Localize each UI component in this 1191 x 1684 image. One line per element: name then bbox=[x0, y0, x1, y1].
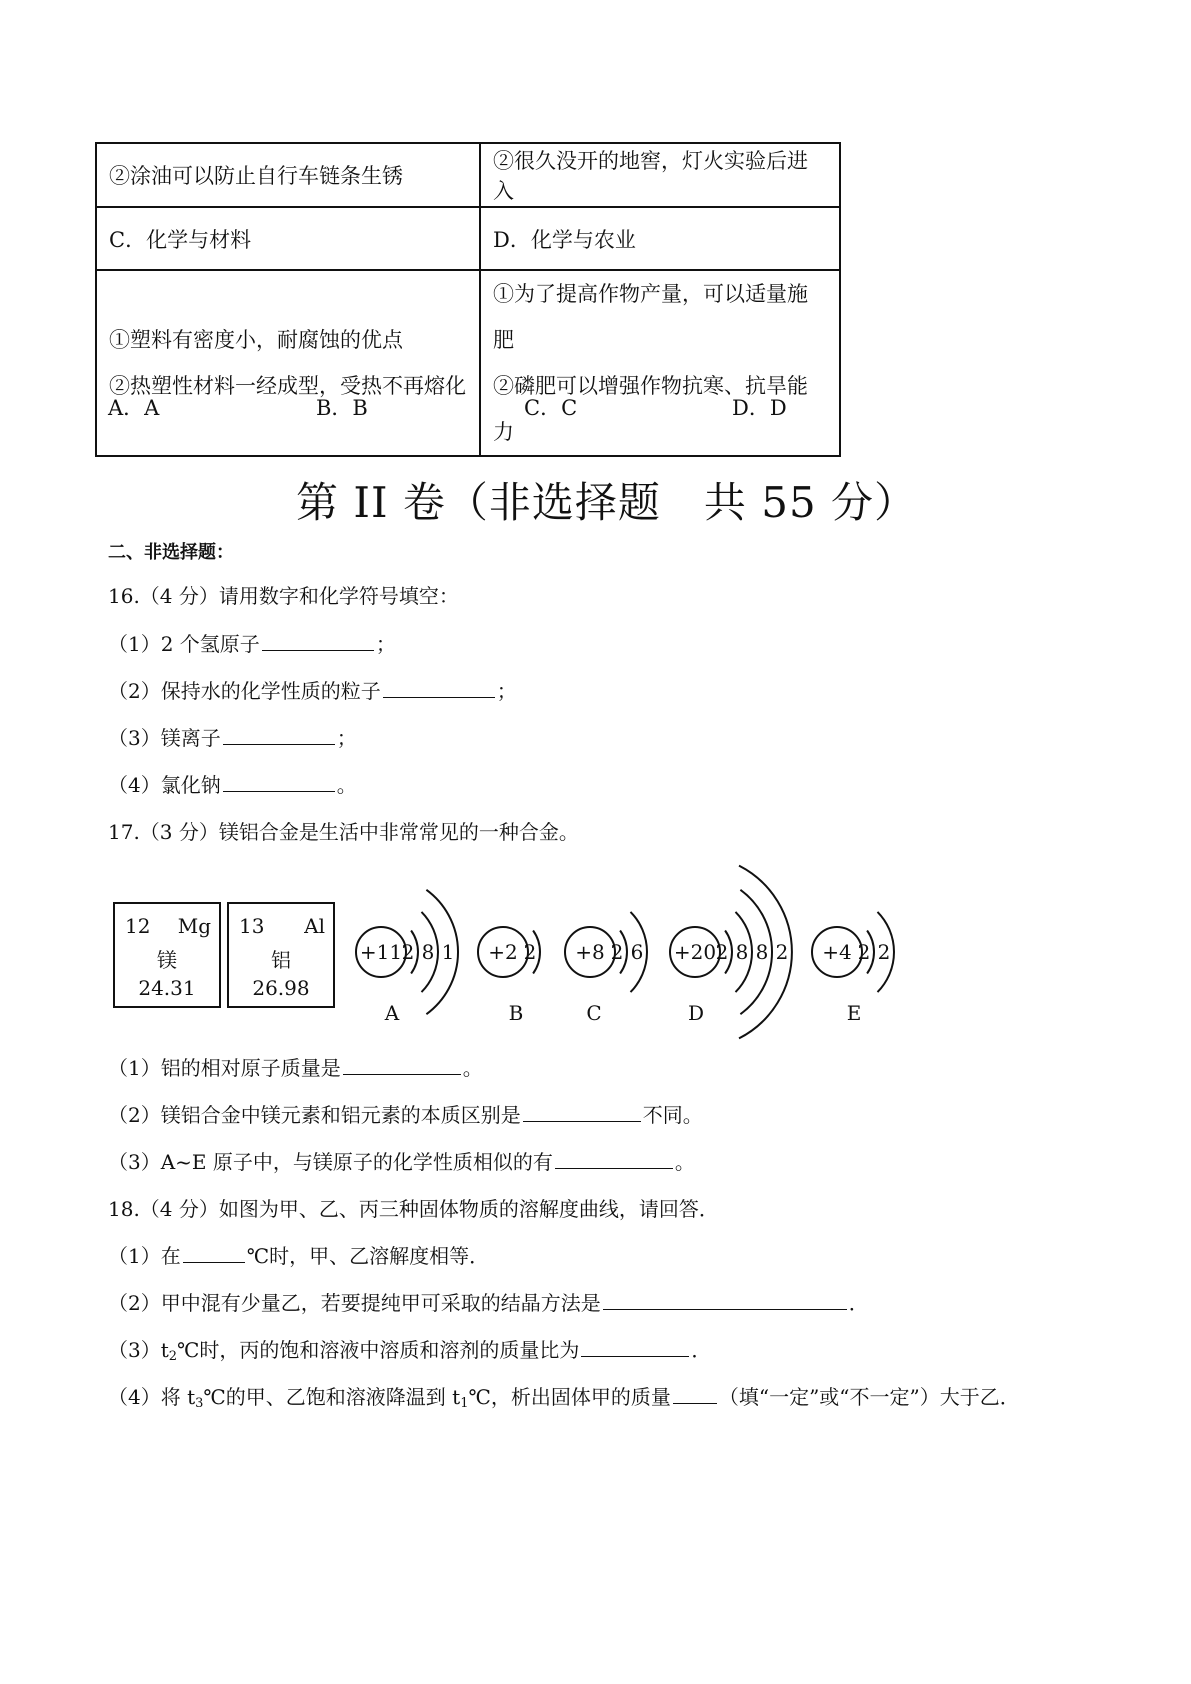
shell-electron-count: 2 bbox=[877, 940, 891, 964]
element-card-al bbox=[227, 902, 335, 1008]
cell-line: ①为了提高作物产量，可以适量施肥 bbox=[493, 282, 808, 352]
answer-blank[interactable] bbox=[183, 1261, 245, 1263]
q16-item-3 bbox=[108, 722, 357, 751]
atom-label: B bbox=[508, 1001, 524, 1025]
atom-label: E bbox=[846, 1001, 862, 1025]
q17-punct: 不同。 bbox=[642, 1103, 703, 1127]
element-symbol: Al bbox=[304, 914, 325, 938]
nucleus-charge: +11 bbox=[359, 940, 403, 964]
q18-text: （3）t bbox=[108, 1338, 169, 1362]
part-title: 第 II 卷（非选择题 共 55 分） bbox=[296, 478, 918, 527]
cell-line: ②磷肥可以增强作物抗寒、抗旱能力 bbox=[493, 374, 808, 444]
nucleus-charge: +8 bbox=[575, 940, 605, 964]
table-cell bbox=[480, 270, 840, 456]
atomic-mass: 24.31 bbox=[138, 976, 196, 1000]
q17-sub-3 bbox=[108, 1146, 695, 1175]
q18-sub-2 bbox=[108, 1287, 869, 1316]
atom-label: C bbox=[586, 1001, 602, 1025]
subscript: 2 bbox=[168, 1349, 178, 1364]
q18-text: ℃时，甲、乙溶解度相等． bbox=[246, 1244, 490, 1268]
nucleus-charge: +2 bbox=[488, 940, 518, 964]
subscript: 1 bbox=[460, 1396, 469, 1411]
choice-a[interactable]: A．A bbox=[108, 396, 160, 420]
q16-punct: ； bbox=[496, 679, 517, 703]
q16-text: （1）2 个氢原子 bbox=[108, 632, 260, 656]
subscript: 3 bbox=[195, 1396, 204, 1411]
q16-punct: ； bbox=[336, 726, 357, 750]
q18-text: ℃时，丙的饱和溶液中溶质和溶剂的质量比为 bbox=[177, 1338, 580, 1362]
nucleus-charge: +20 bbox=[673, 940, 717, 964]
q17-punct: 。 bbox=[674, 1150, 695, 1174]
answer-blank[interactable] bbox=[581, 1355, 689, 1357]
shell-electron-count: 2 bbox=[775, 940, 789, 964]
shell-electron-count: 2 bbox=[857, 940, 871, 964]
q17-sub-2 bbox=[108, 1099, 703, 1128]
atomic-number: 12 bbox=[125, 914, 151, 938]
element-name: 镁 bbox=[157, 948, 177, 972]
atom-structure-diagrams bbox=[330, 850, 930, 1040]
cell-line: ②热塑性材料一经成型，受热不再熔化 bbox=[109, 374, 466, 398]
table-cell: ②很久没开的地窖，灯火实验后进入 bbox=[480, 143, 840, 207]
table-cell: C．化学与材料 bbox=[96, 207, 480, 270]
q18-text: （2）甲中混有少量乙，若要提纯甲可采取的结晶方法是 bbox=[108, 1291, 601, 1315]
answer-blank[interactable] bbox=[343, 1073, 461, 1075]
shell-electron-count: 2 bbox=[610, 940, 624, 964]
answer-blank[interactable] bbox=[223, 790, 335, 792]
q17-text: （2）镁铝合金中镁元素和铝元素的本质区别是 bbox=[108, 1103, 521, 1127]
q17-sub-1 bbox=[108, 1052, 483, 1081]
shell-electron-count: 2 bbox=[715, 940, 729, 964]
q16-stem: 16.（4 分）请用数字和化学符号填空： bbox=[108, 584, 459, 608]
answer-blank[interactable] bbox=[555, 1167, 673, 1169]
table-cell: ②涂油可以防止自行车链条生锈 bbox=[96, 143, 480, 207]
q16-item-1 bbox=[108, 628, 396, 657]
q16-punct: 。 bbox=[336, 773, 357, 797]
choice-d[interactable]: D．D bbox=[732, 396, 787, 420]
section-heading: 二、非选择题： bbox=[108, 542, 234, 563]
table-cell bbox=[96, 270, 480, 456]
cell-line: ①塑料有密度小，耐腐蚀的优点 bbox=[109, 328, 403, 352]
q18-text: ℃的甲、乙饱和溶液降温到 t bbox=[203, 1385, 461, 1409]
atomic-number: 13 bbox=[239, 914, 265, 938]
shell-electron-count: 8 bbox=[735, 940, 749, 964]
element-name: 铝 bbox=[271, 948, 291, 972]
q17-text: （3）A~E 原子中，与镁原子的化学性质相似的有 bbox=[108, 1150, 553, 1174]
q17-text: （1）铝的相对原子质量是 bbox=[108, 1056, 341, 1080]
q16-item-4 bbox=[108, 769, 357, 798]
choice-b[interactable]: B．B bbox=[316, 396, 368, 420]
nucleus-charge: +4 bbox=[822, 940, 852, 964]
shell-electron-count: 6 bbox=[630, 940, 644, 964]
element-card-mg bbox=[113, 902, 221, 1008]
element-symbol: Mg bbox=[177, 914, 211, 938]
q18-stem: 18.（4 分）如图为甲、乙、丙三种固体物质的溶解度曲线，请回答． bbox=[108, 1197, 719, 1221]
answer-blank[interactable] bbox=[603, 1308, 847, 1310]
answer-blank[interactable] bbox=[523, 1120, 641, 1122]
q17-punct: 。 bbox=[462, 1056, 483, 1080]
q18-sub-1 bbox=[108, 1240, 489, 1269]
q17-stem: 17.（3 分）镁铝合金是生活中非常常见的一种合金。 bbox=[108, 820, 579, 844]
shell-electron-count: 2 bbox=[523, 940, 537, 964]
q18-punct: ． bbox=[848, 1291, 869, 1315]
answer-blank[interactable] bbox=[383, 696, 495, 698]
q18-text: （4）将 t bbox=[108, 1385, 196, 1409]
atom-label: D bbox=[687, 1001, 705, 1025]
q18-punct: ． bbox=[691, 1338, 712, 1362]
options-table bbox=[95, 142, 841, 457]
answer-blank[interactable] bbox=[223, 743, 335, 745]
q18-text: （1）在 bbox=[108, 1244, 181, 1268]
shell-electron-count: 2 bbox=[401, 940, 415, 964]
q18-text: （填“一定”或“不一定”）大于乙． bbox=[718, 1385, 1020, 1409]
q18-sub-3 bbox=[108, 1334, 711, 1364]
q16-text: （3）镁离子 bbox=[108, 726, 221, 750]
table-cell: D．化学与农业 bbox=[480, 207, 840, 270]
choice-c[interactable]: C．C bbox=[524, 396, 578, 420]
atom-label: A bbox=[384, 1001, 400, 1025]
q18-text: ℃，析出固体甲的质量 bbox=[468, 1385, 671, 1409]
q16-item-2 bbox=[108, 675, 517, 704]
atomic-mass: 26.98 bbox=[252, 976, 310, 1000]
q16-text: （4）氯化钠 bbox=[108, 773, 221, 797]
q18-sub-4 bbox=[108, 1381, 1020, 1411]
q16-punct: ； bbox=[375, 632, 396, 656]
answer-blank[interactable] bbox=[673, 1402, 717, 1404]
shell-electron-count: 1 bbox=[441, 940, 455, 964]
q16-text: （2）保持水的化学性质的粒子 bbox=[108, 679, 381, 703]
shell-electron-count: 8 bbox=[421, 940, 435, 964]
answer-blank[interactable] bbox=[262, 649, 374, 651]
shell-electron-count: 8 bbox=[755, 940, 769, 964]
